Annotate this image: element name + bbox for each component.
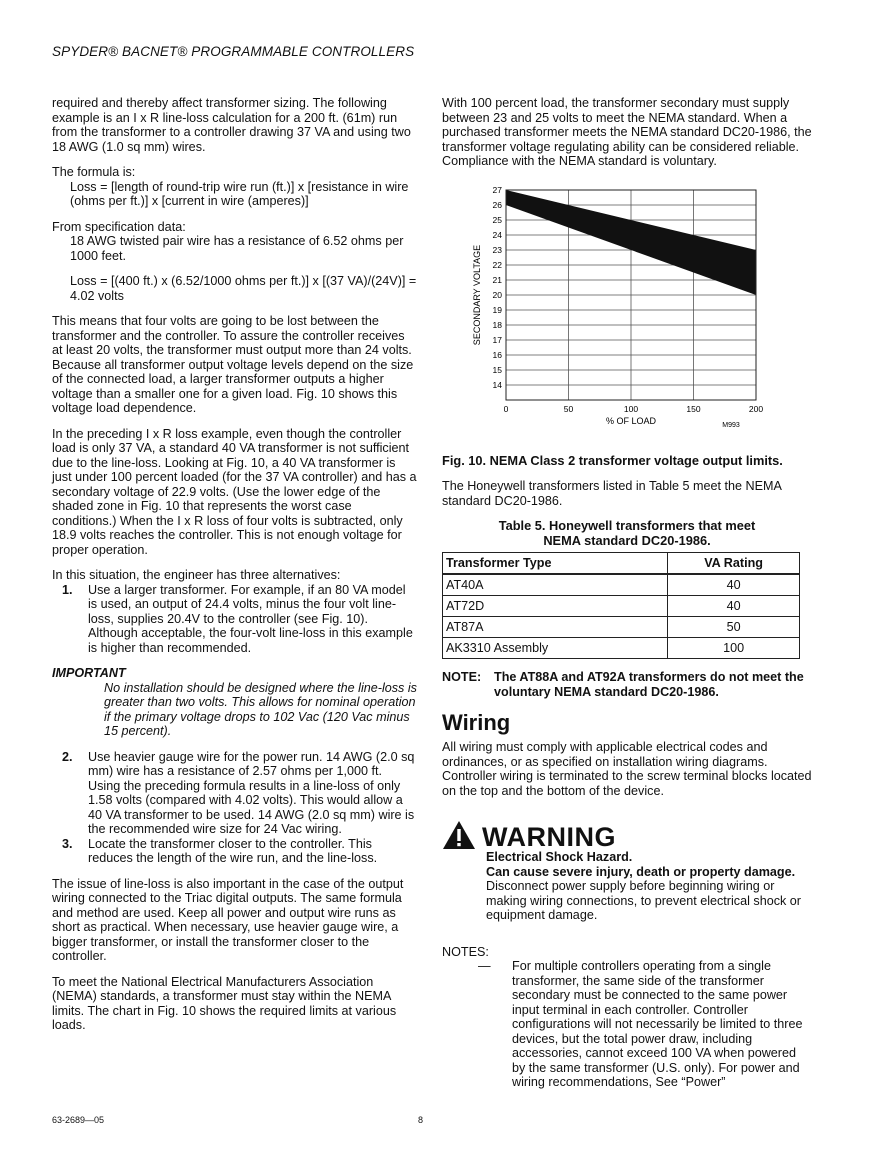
paragraph: The Honeywell transformers listed in Table 5 meet the NEMA standard DC20-1986. [442, 479, 782, 508]
paragraph: In this situation, the engineer has three alternatives: [52, 568, 341, 582]
list-item [52, 750, 417, 837]
table-cell: AT87A [443, 617, 668, 638]
formula-intro: The formula is: [52, 165, 136, 179]
list-item [52, 583, 417, 656]
table-cell: AT72D [443, 596, 668, 617]
y-tick-label: 14 [492, 379, 502, 390]
y-tick-label: 15 [492, 364, 502, 375]
x-tick-label: 150 [686, 403, 701, 414]
running-header: SPYDER® BACNET® PROGRAMMABLE CONTROLLERS [52, 44, 415, 59]
paragraph: To meet the National Electrical Manufacturers Association (NEMA) standards, a transformer must stay within the NEMA limits. The chart in Fig. 10 shows the required limits at various loads. [52, 974, 397, 1032]
table-header-row [443, 553, 800, 575]
voltage-chart [466, 180, 766, 450]
column-header: VA Rating [668, 553, 800, 575]
y-tick-labels [493, 185, 503, 390]
alternatives-list [52, 583, 417, 656]
table-row [443, 574, 800, 596]
transformer-table [442, 552, 800, 659]
formula: Loss = [length of round-trip wire run (ft.)] x [resistance in wire (ohms per ft.)] x [current in wire (amperes)] [70, 179, 409, 208]
page-number: 8 [418, 1115, 424, 1125]
paragraph: The issue of line-loss is also important in the case of the output wiring connected to the Triac digital outputs. The same formula and method are used. Keep all power and output wire runs as short as practical. When necessary, use heavier gauge wire, a bigger transformer, or install the transformer closer to the controller. [52, 876, 404, 963]
table-cell: 50 [668, 617, 800, 638]
paragraph: In the preceding I x R loss example, even though the controller load is only 37 VA, a standard 40 VA transformer is not sufficient due to the line-loss. Looking at Fig. 10, a 40 VA transformer is just under 100 percent loaded (for the 37 VA controller) and has a secondary voltage of 22.9 volts. (Use the lower edge of the shaded zone in Fig. 10 that represents the worst case conditions.) When the I x R loss of four volts is subtracted, only 18.9 volts reaches the controller. This is not enough voltage for proper operation. [52, 426, 417, 557]
x-tick-label: 0 [503, 403, 509, 414]
alternatives-list-continued [52, 750, 417, 866]
warning-title: WARNING [482, 822, 616, 852]
list-item [52, 837, 417, 866]
list-number: 1. [62, 582, 73, 597]
y-tick-label: 25 [492, 214, 502, 225]
notes-text: For multiple controllers operating from a single transformer, the same side of the transformer secondary must be connected to the same power input terminal in each controller. Controller configurations will not necessarily be limited to three devices, but the total power draw, including accessories, cannot exceed 100 VA when powered by the same transformer (U.S. only). For power and wiring recommendations, See “Power” [512, 959, 803, 1089]
table-caption-line: NEMA standard DC20-1986. [543, 532, 711, 548]
table-caption [442, 519, 812, 548]
paragraph: With 100 percent load, the transformer secondary must supply between 23 and 25 volts to meet the NEMA standard. When a purchased transformer meets the NEMA standard DC20-1986, the transformer voltage regulating ability can be considered reliable. Compliance with the NEMA standard is voluntary. [442, 96, 812, 168]
y-tick-label: 19 [492, 304, 502, 315]
list-text: Use a larger transformer. For example, if an 80 VA model is used, an output of 24.4 volts, minus the four volt line-loss, supplies 20.4V to the controller (see Fig. 10). Although acceptable, the four-volt line-loss in this example is higher than recommended. [88, 582, 413, 655]
notes-item [442, 959, 812, 1090]
y-tick-label: 17 [492, 334, 502, 345]
paragraph: All wiring must comply with applicable electrical codes and ordinances, or as specified on installation wiring diagrams. Controller wiring is terminated to the screw terminal blocks located on the top and the bottom of the device. [442, 740, 812, 798]
document-number: 63-2689—05 [52, 1115, 105, 1125]
x-tick-labels [504, 404, 764, 414]
x-tick-label: 50 [563, 403, 574, 414]
table-caption-line: Table 5. Honeywell transformers that meet [498, 518, 756, 533]
notes-dash: — [478, 959, 491, 973]
table-row [443, 596, 800, 617]
y-tick-label: 24 [492, 229, 502, 240]
x-axis-label: % OF LOAD [605, 415, 657, 426]
x-tick-label: 100 [623, 403, 639, 414]
left-column [52, 96, 417, 1033]
spec-text: 18 AWG twisted pair wire has a resistance of 6.52 ohms per 1000 feet. [70, 234, 404, 263]
table-cell: 40 [668, 574, 800, 596]
table-row [443, 617, 800, 638]
table-cell: AT40A [443, 574, 668, 596]
note-label: NOTE: [442, 670, 482, 684]
list-text: Use heavier gauge wire for the power run. 14 AWG (2.0 sq mm) wire has a resistance of 2.57 ohms per 1,000 ft. Using the preceding formula results in a line-loss of only 1.58 volts (compared with 4.02 volts). This would allow a 40 VA transformer to be used. 14 AWG (2.0 sq mm) wire is the recommended wire size for 24 Vac wiring. [88, 749, 415, 836]
important-label: IMPORTANT [52, 666, 126, 680]
y-tick-label: 27 [492, 184, 502, 195]
list-text: Locate the transformer closer to the controller. This reduces the length of the wire run, and the line-loss. [88, 836, 378, 865]
table-cell: AK3310 Assembly [443, 638, 668, 659]
note-text: The AT88A and AT92A transformers do not meet the voluntary NEMA standard DC20-1986. [494, 670, 804, 699]
section-heading: Wiring [442, 710, 511, 735]
warning-triangle-icon [442, 820, 476, 850]
table-cell: 40 [668, 596, 800, 617]
y-tick-label: 22 [492, 259, 502, 270]
paragraph: This means that four volts are going to be lost between the transformer and the controller. To assure the controller receives at least 20 volts, the transformer must output more than 24 volts. Because all transformer output voltage levels depend on the size of the connected load, a larger transformer outputs a higher voltage than a smaller one for a given load. Fig. 10 shows this voltage load dependence. [52, 314, 414, 415]
y-tick-label: 21 [492, 274, 502, 285]
figure-code: M993 [722, 421, 740, 429]
figure-caption: Fig. 10. NEMA Class 2 transformer voltage output limits. [442, 452, 783, 468]
y-tick-label: 26 [492, 199, 502, 210]
spec-intro: From specification data: [52, 219, 186, 234]
warning-hazard: Electrical Shock Hazard. [486, 850, 633, 864]
paragraph: required and thereby affect transformer sizing. The following example is an I x R line-loss calculation for a 200 ft. (61m) run from the transformer to a controller drawing 37 VA and using two 18 AWG (1.0 sq mm) wires. [52, 96, 411, 154]
warning-heading [442, 820, 812, 850]
y-tick-label: 20 [492, 289, 502, 300]
x-tick-label: 200 [748, 403, 764, 414]
warning-text: Disconnect power supply before beginning wiring or making wiring connections, to prevent electrical shock or equipment damage. [486, 879, 801, 922]
y-axis-label: SECONDARY VOLTAGE [472, 244, 482, 345]
list-number: 3. [62, 836, 73, 851]
column-header: Transformer Type [443, 553, 668, 575]
right-column [442, 96, 812, 1090]
warning-body [442, 850, 812, 923]
important-text: No installation should be designed where the line-loss is greater than two volts. This allows for nominal operation if the primary voltage drops to 102 Vac (120 Vac minus 15 percent). [104, 680, 417, 738]
y-tick-label: 16 [492, 349, 502, 360]
table-row [443, 638, 800, 659]
y-tick-label: 18 [492, 319, 502, 330]
warning-consequence: Can cause severe injury, death or property damage. [486, 864, 796, 879]
calculation: Loss = [(400 ft.) x (6.52/1000 ohms per ft.)] x [(37 VA)/(24V)] = 4.02 volts [70, 274, 417, 303]
notes-label: NOTES: [442, 944, 489, 959]
list-number: 2. [62, 749, 73, 764]
table-note [442, 670, 812, 699]
y-tick-label: 23 [492, 244, 502, 255]
table-cell: 100 [668, 638, 800, 659]
